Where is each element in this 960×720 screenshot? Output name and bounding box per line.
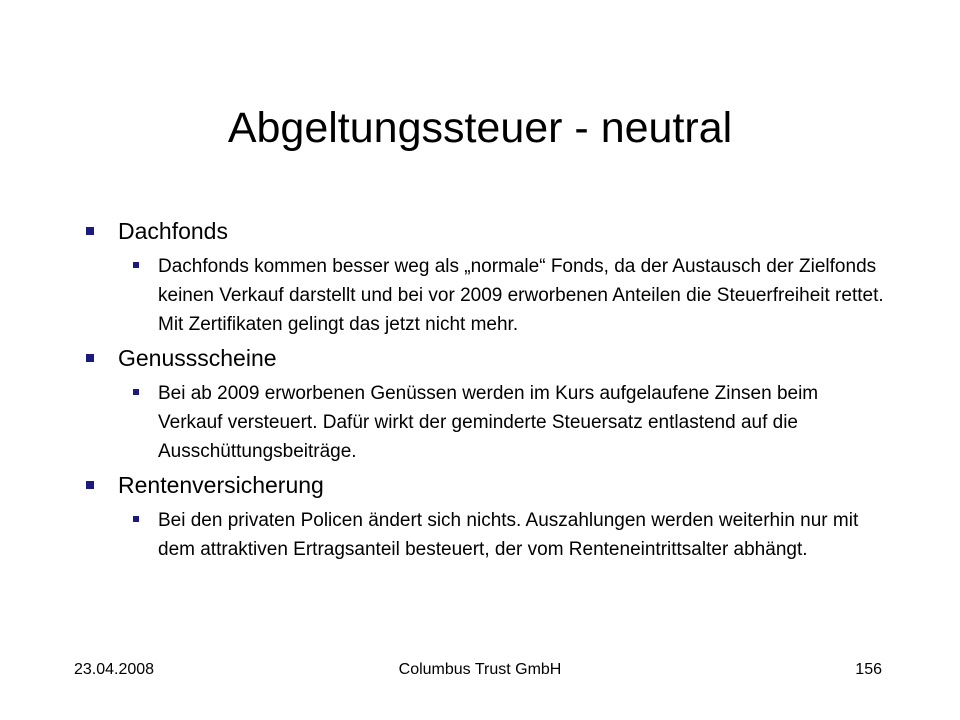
footer-company: Columbus Trust GmbH [398,661,562,678]
bullet-heading: Rentenversicherung [118,472,324,498]
square-bullet-icon [133,516,139,522]
bullet-heading: Dachfonds [118,218,228,244]
slide-title: Abgeltungssteuer - neutral [227,104,733,152]
bullet-heading: Genussscheine [118,345,277,371]
square-bullet-icon [86,481,94,489]
bullet-item-genussscheine [84,343,884,373]
sub-bullet-genussscheine [84,379,884,466]
square-bullet-icon [133,262,139,268]
slide-content [84,212,884,568]
square-bullet-icon [86,227,94,235]
bullet-item-dachfonds [84,216,884,246]
sub-bullet-rentenversicherung [84,506,884,564]
sub-bullet-dachfonds [84,252,884,339]
sub-bullet-text: Bei ab 2009 erworbenen Genüssen werden im Kurs aufgelaufene Zinsen beim Verkauf versteuert. Dafür wirkt der geminderte Steuersatz entlastend auf die Ausschüttungsbeiträge. [158,383,819,462]
footer-date: 23.04.2008 [74,661,155,678]
square-bullet-icon [133,389,139,395]
sub-bullet-text: Bei den privaten Policen ändert sich nichts. Auszahlungen werden weiterhin nur mit dem attraktiven Ertragsanteil besteuert, der vom Renteneintrittsalter abhängt. [158,510,859,560]
bullet-item-rentenversicherung [84,470,884,500]
sub-bullet-text: Dachfonds kommen besser weg als „normale“ Fonds, da der Austausch der Zielfonds keinen Verkauf darstellt und bei vor 2009 erworbenen Anteilen die Steuerfreiheit rettet. Mit Zertifikaten gelingt das jetzt nicht mehr. [158,256,884,335]
square-bullet-icon [86,354,94,362]
footer-page-number: 156 [855,661,882,678]
